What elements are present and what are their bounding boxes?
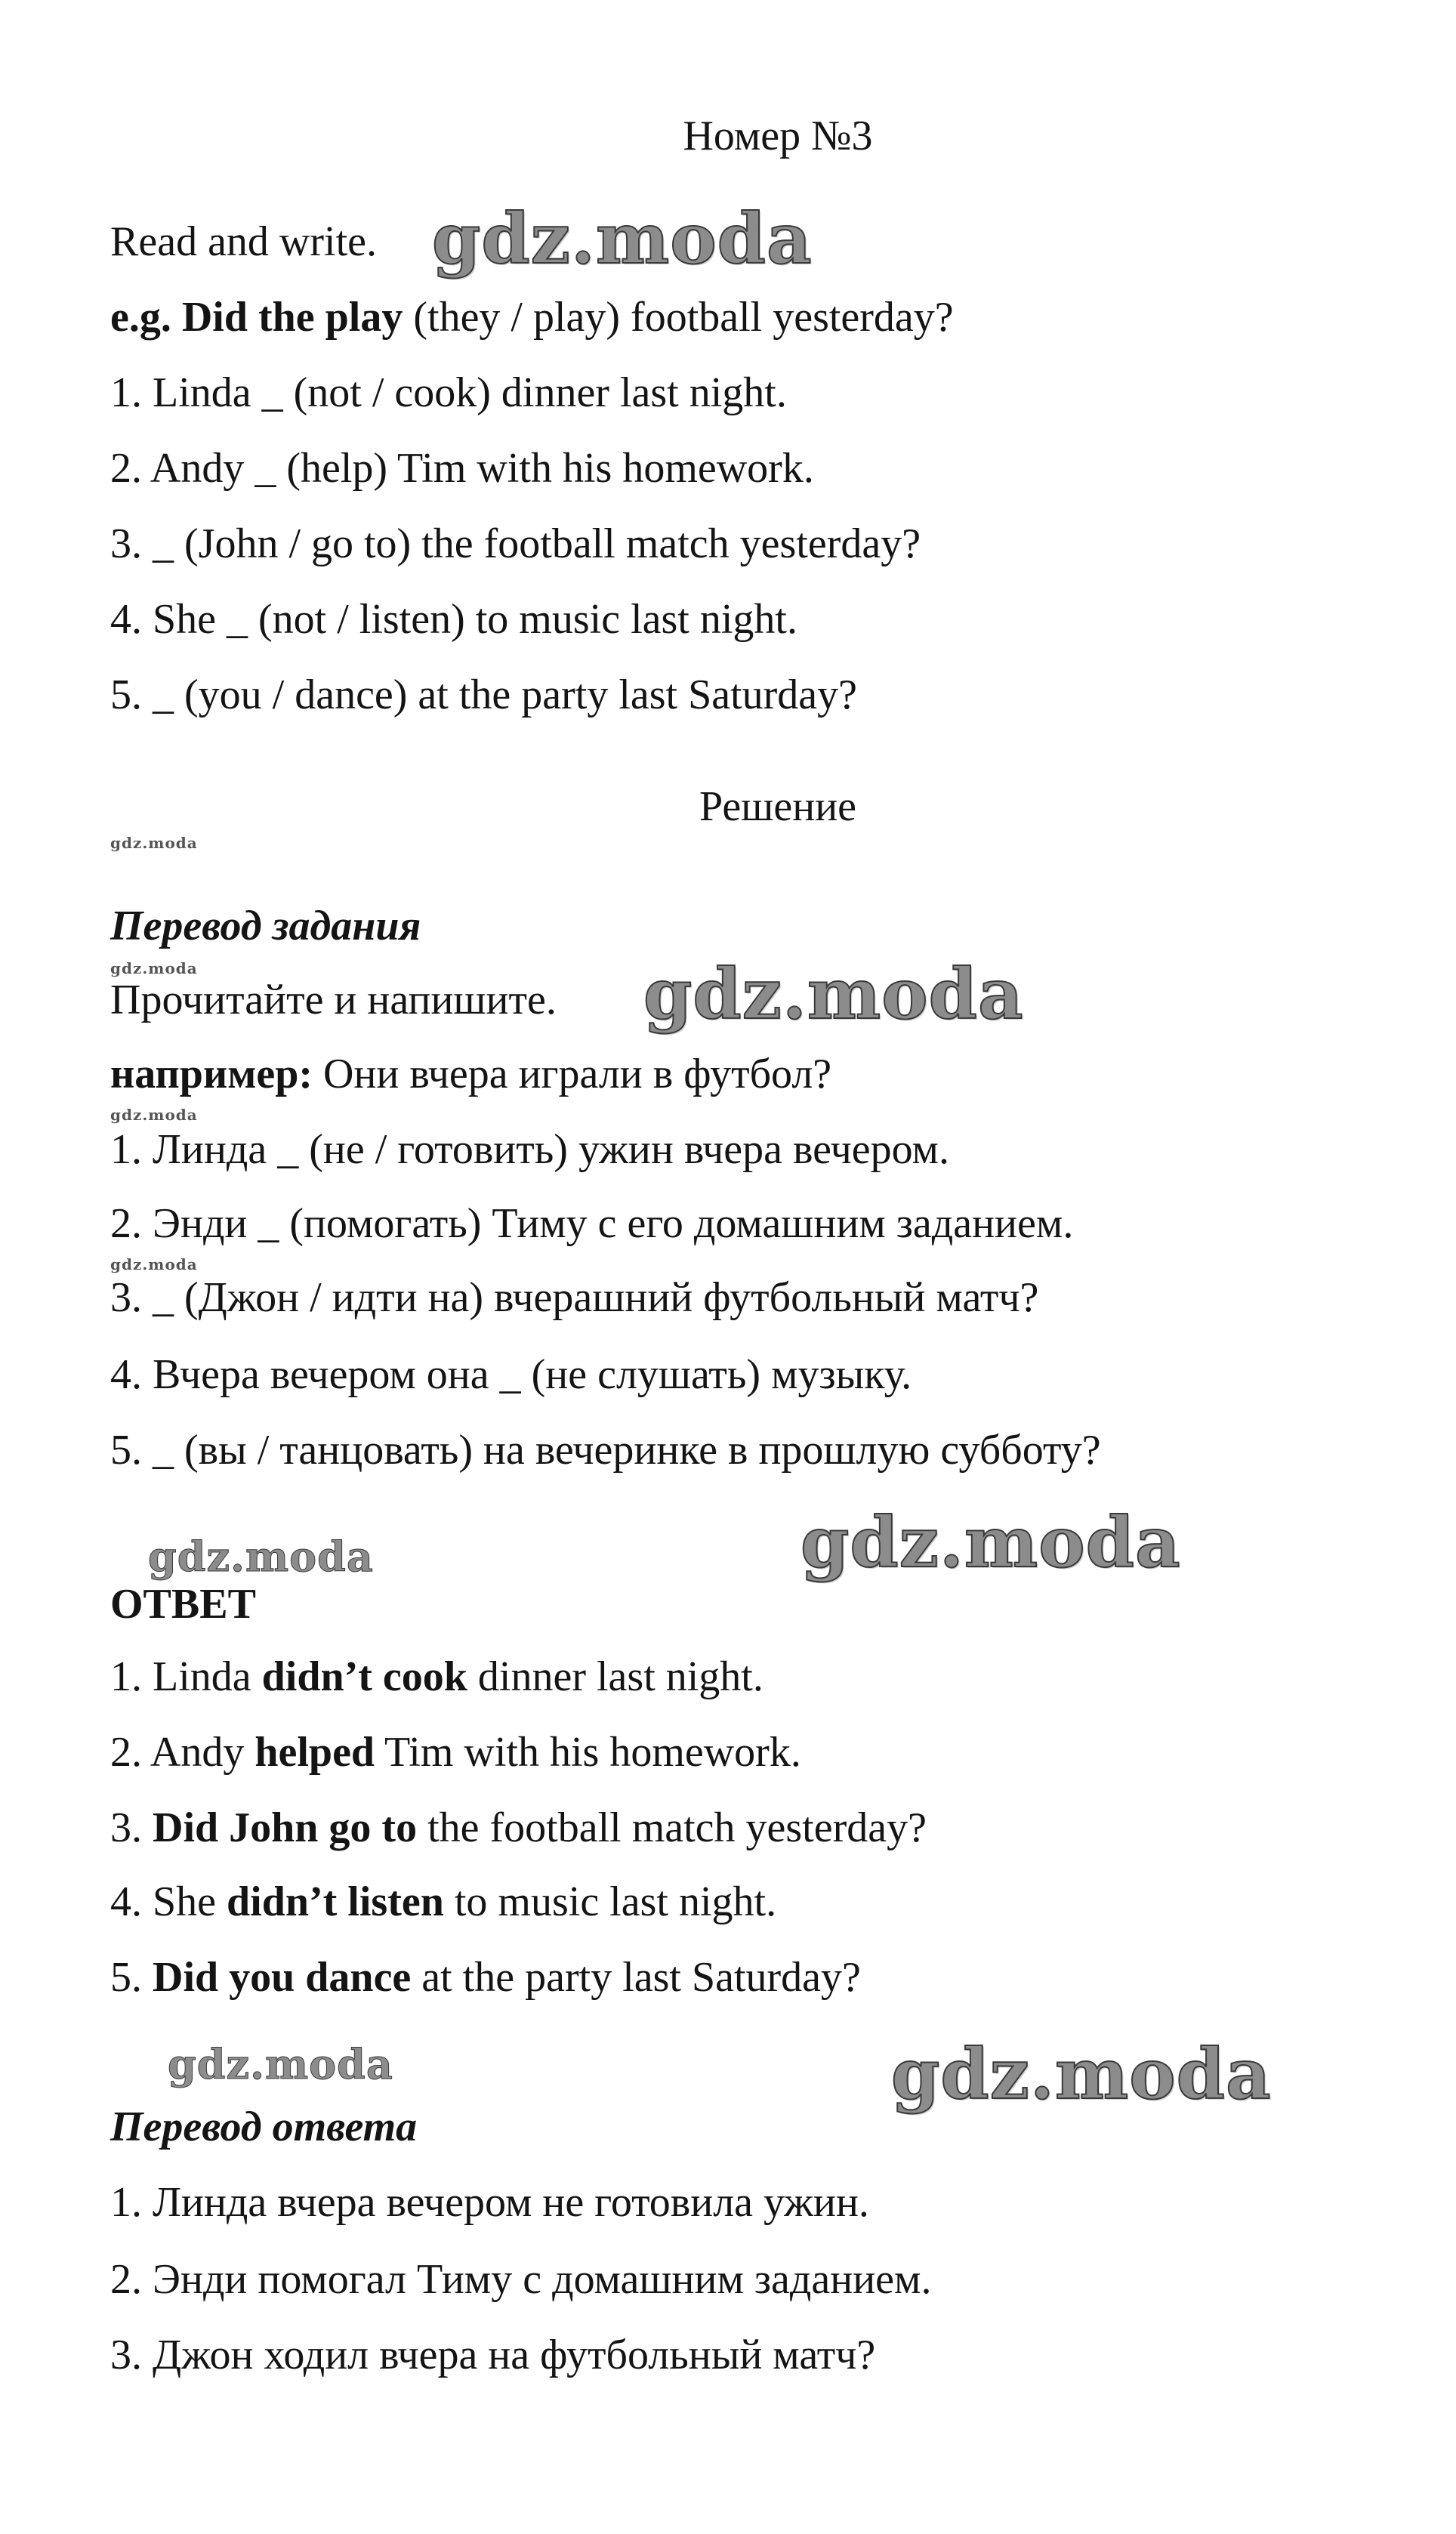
answer-number: 1. [110,1653,142,1700]
task-item: 2. Andy _ (help) Tim with his homework. [110,445,814,492]
translation-item: 4. Вчера вечером она _ (не слушать) музыку. [110,1351,912,1398]
answer-translation-item: 2. Энди помогал Тиму с домашним заданием. [110,2256,932,2303]
answer-translation-heading: Перевод ответа [110,2103,418,2150]
answer-heading: ОТВЕТ [110,1581,256,1628]
watermark-medium: gdz.moda [148,1532,374,1581]
watermark-small: gdz.moda [110,1106,198,1124]
answer-number: 3. [110,1804,142,1851]
answer-translation-item: 3. Джон ходил вчера на футбольный матч? [110,2332,876,2378]
answer-verb: didn’t cook [261,1653,467,1700]
answer-number: 4. [110,1878,142,1925]
translation-item: 5. _ (вы / танцовать) на вечеринке в прошлую субботу? [110,1427,1101,1474]
example-prefix: e.g. Did the play [110,294,403,341]
answer-text: Tim with his homework. [375,1729,801,1776]
watermark-logo: gdz.moda [800,1502,1181,1583]
task-item: 1. Linda _ (not / cook) dinner last night. [110,369,787,416]
translation-example-rest: Они вчера играли в футбол? [313,1051,832,1097]
task-item: 4. She _ (not / listen) to music last night. [110,596,797,643]
answer-item [110,1804,927,1851]
answer-text: Andy [142,1729,255,1776]
translation-example-prefix: например: [110,1051,313,1097]
translation-heading: Перевод задания [110,903,421,949]
answer-verb: Did John go to [153,1804,418,1851]
answer-verb: didn’t listen [227,1878,444,1925]
translation-item: 3. _ (Джон / идти на) вчерашний футбольный матч? [110,1274,1039,1321]
answer-number: 2. [110,1729,142,1776]
task-item: 3. _ (John / go to) the football match yesterday? [110,520,921,567]
answer-text: to music last night. [443,1878,777,1925]
task-example [110,294,954,341]
answer-verb: helped [254,1729,375,1776]
answer-number: 5. [110,1954,142,2001]
watermark-small: gdz.moda [110,959,198,977]
answer-text: She [142,1878,227,1925]
translation-example [110,1053,831,1095]
answer-verb: Did you dance [153,1954,412,2001]
answer-text: the football match yesterday? [417,1804,927,1851]
watermark-small: gdz.moda [110,834,198,852]
solution-heading: Решение [699,783,857,830]
translation-item: 2. Энди _ (помогать) Тиму с его домашним заданием. [110,1200,1074,1247]
task-instruction: Read and write. [110,218,377,265]
watermark-logo: gdz.moda [432,198,813,279]
page-title: Номер №3 [683,113,873,159]
watermark-medium: gdz.moda [168,2040,393,2088]
answer-translation-item: 1. Линда вчера вечером не готовила ужин. [110,2179,869,2226]
watermark-logo: gdz.moda [643,953,1024,1035]
answer-text: Linda [142,1653,262,1700]
watermark-logo: gdz.moda [891,2033,1272,2115]
answer-text [142,1954,153,2001]
answer-item [110,1729,801,1776]
answer-item [110,1878,777,1925]
translation-item: 1. Линда _ (не / готовить) ужин вчера вечером. [110,1126,949,1173]
answer-text: at the party last Saturday? [411,1954,861,2001]
answer-item [110,1653,763,1700]
watermark-small: gdz.moda [110,1255,198,1273]
translation-instruction: Прочитайте и напишите. [110,977,557,1023]
task-item: 5. _ (you / dance) at the party last Saturday? [110,671,857,718]
example-rest: (they / play) football yesterday? [403,294,954,341]
answer-text: dinner last night. [467,1653,763,1700]
answer-text [142,1804,153,1851]
answer-item [110,1954,861,2001]
